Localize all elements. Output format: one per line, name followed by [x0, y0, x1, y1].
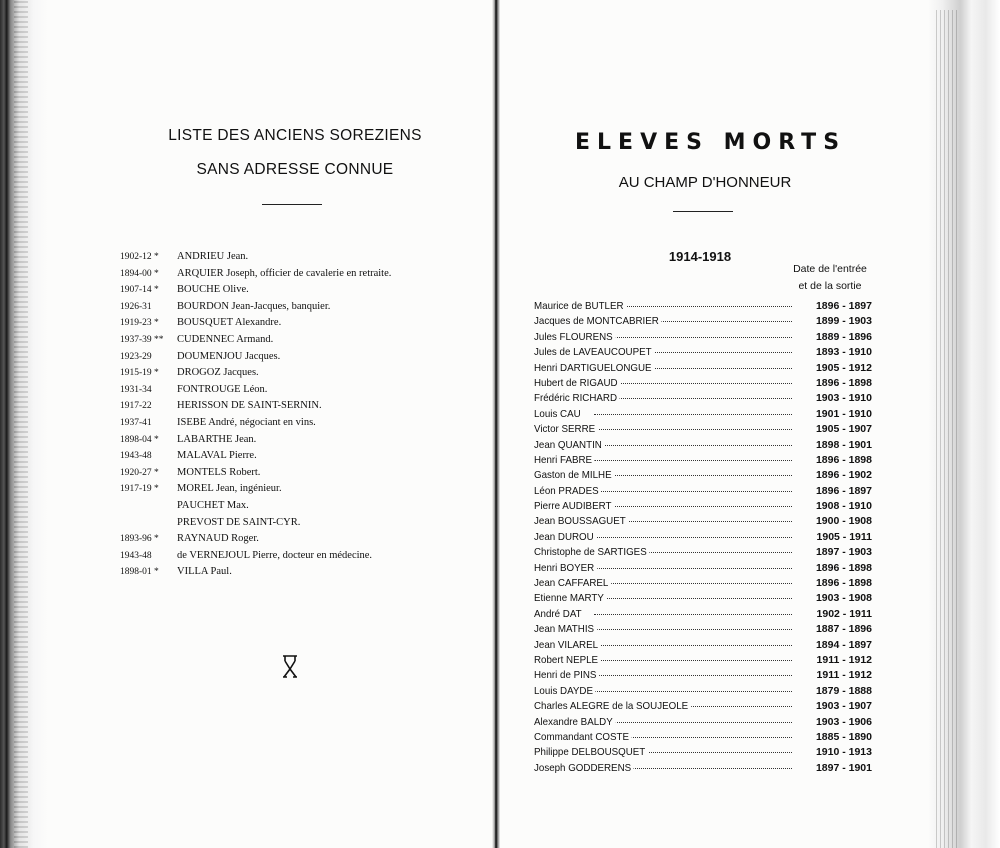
roster-name: MONTELS Robert. [177, 466, 261, 478]
memorial-row [534, 484, 872, 499]
roster-years: 1923-29 [120, 351, 152, 362]
memorial-years: 1908 - 1910 [815, 500, 872, 513]
roster-years: 1917-19 * [120, 484, 159, 495]
ornament-icon [280, 655, 300, 679]
roster-row [120, 315, 450, 332]
memorial-row [534, 561, 872, 576]
memorial-row [534, 607, 872, 622]
roster-years: 1926-31 [120, 301, 152, 312]
memorial-name: Christophe de SARTIGES [534, 545, 650, 560]
roster-name: HERISSON DE SAINT-SERNIN. [177, 400, 322, 412]
page-stack-texture [936, 10, 960, 848]
memorial-years: 1896 - 1897 [815, 300, 872, 312]
dot-leader [594, 398, 792, 399]
memorial-name: Jean CAFFAREL [534, 576, 611, 591]
roster-name: BOUSQUET Alexandre. [177, 317, 282, 329]
memorial-years: 1896 - 1898 [815, 376, 872, 389]
dot-leader [594, 414, 792, 415]
memorial-years: 1902 - 1911 [816, 607, 872, 620]
memorial-row [534, 499, 872, 514]
roster-row [120, 349, 450, 366]
memorial-name: Jacques de MONTCABRIER [534, 314, 662, 329]
dot-leader [594, 568, 792, 569]
memorial-row [534, 730, 872, 745]
memorial-row [534, 299, 872, 314]
memorial-name: Commandant COSTE [534, 730, 632, 745]
roster-years: 1920-27 * [120, 467, 159, 478]
memorial-years: 1889 - 1896 [815, 330, 872, 343]
roster-name: LABARTHE Jean. [177, 433, 257, 445]
dot-leader [594, 645, 792, 646]
roster-name: PAUCHET Max. [177, 499, 249, 511]
memorial-row [534, 391, 872, 406]
roster-years: 1937-39 ** [120, 334, 164, 345]
roster-name: ISEBE André, négociant en vins. [177, 416, 316, 428]
memorial-row [534, 376, 872, 391]
memorial-row [534, 638, 872, 653]
left-title-line2: SANS ADRESSE CONNUE [196, 161, 394, 178]
memorial-name: Léon PRADES [534, 484, 601, 499]
roster-row [120, 465, 450, 482]
roster-row [120, 498, 450, 515]
dot-leader [594, 445, 792, 446]
roster-name: VILLA Paul. [177, 566, 232, 578]
dot-leader [594, 429, 792, 430]
memorial-name: André DAT [534, 607, 584, 622]
roster-row [120, 481, 450, 498]
dot-leader [594, 583, 792, 584]
memorial-years: 1905 - 1911 [816, 530, 872, 543]
memorial-name: Robert NEPLE [534, 653, 601, 668]
roster-row [120, 548, 450, 565]
memorial-row [534, 468, 872, 483]
dot-leader [594, 691, 792, 692]
roster-row [120, 448, 450, 465]
roster-years: 1893-96 * [120, 534, 159, 545]
memorial-years: 1903 - 1910 [815, 392, 872, 405]
roster-row [120, 415, 450, 432]
memorial-years: 1900 - 1908 [815, 515, 872, 528]
memorial-row [534, 422, 872, 437]
memorial-name: Louis DAYDE [534, 684, 596, 699]
memorial-years: 1896 - 1898 [815, 453, 872, 466]
left-title-line1: LISTE DES ANCIENS SOREZIENS [168, 127, 422, 144]
roster-years: 1898-04 * [120, 434, 159, 445]
roster-years: 1898-01 * [120, 567, 159, 578]
roster-row [120, 365, 450, 382]
memorial-row [534, 545, 872, 560]
memorial-name: Gaston de MILHE [534, 468, 614, 483]
memorial-name: Jules de LAVEAUCOUPET [534, 345, 654, 360]
war-period: 1914-1918 [668, 249, 732, 264]
memorial-name: Maurice de BUTLER [534, 299, 626, 314]
dot-leader [594, 598, 792, 599]
memorial-name: Alexandre BALDY [534, 715, 616, 730]
memorial-name: Jules FLOURENS [534, 330, 615, 345]
memorial-row [534, 622, 872, 637]
roster-name: MOREL Jean, ingénieur. [177, 483, 282, 495]
roster-row [120, 382, 450, 399]
roster-row [120, 515, 450, 532]
memorial-name: Pierre AUDIBERT [534, 499, 614, 514]
roster-name: ARQUIER Joseph, officier de cavalerie en retraite. [177, 267, 392, 279]
memorial-name: Joseph GODDERENS [534, 761, 634, 776]
memorial-name: Louis CAU [534, 407, 583, 422]
memorial-years: 1905 - 1907 [815, 423, 872, 436]
roster-row [120, 398, 450, 415]
roster-row [120, 266, 450, 283]
dot-leader [594, 460, 792, 461]
roster-row [120, 299, 450, 316]
roster-years: 1902-12 * [120, 252, 159, 262]
memorial-years: 1893 - 1910 [815, 346, 872, 359]
memorial-name: Charles ALEGRE de la SOUJEOLE [534, 699, 691, 714]
roster-name: DOUMENJOU Jacques. [177, 350, 281, 362]
memorial-row [534, 761, 872, 776]
memorial-name: Henri DARTIGUELONGUE [534, 361, 654, 376]
memorial-name: Jean MATHIS [534, 622, 597, 637]
memorial-row [534, 715, 872, 730]
memorial-name: Jean VILAREL [534, 638, 601, 653]
dot-leader [594, 383, 792, 384]
memorial-name: Jean BOUSSAGUET [534, 514, 629, 529]
memorial-row [534, 591, 872, 606]
memorial-name: Hubert de RIGAUD [534, 376, 620, 391]
memorial-years: 1887 - 1896 [815, 623, 872, 636]
roster-name: FONTROUGE Léon. [177, 383, 268, 395]
roster-name: MALAVAL Pierre. [177, 450, 257, 462]
dot-leader [594, 506, 792, 507]
memorial-row [534, 514, 872, 529]
roster-name: de VERNEJOUL Pierre, docteur en médecine. [177, 549, 373, 561]
memorial-years: 1879 - 1888 [815, 684, 872, 697]
memorial-row [534, 530, 872, 545]
memorial-years: 1885 - 1890 [815, 730, 872, 743]
memorial-title-rule [673, 211, 733, 212]
memorial-row [534, 684, 872, 699]
roster-list [120, 249, 450, 581]
dot-leader [594, 614, 792, 615]
roster-years: 1894-00 * [120, 268, 159, 279]
memorial-row [534, 453, 872, 468]
dates-header-line1: Date de l'entrée [793, 263, 867, 275]
memorial-years: 1901 - 1910 [815, 407, 872, 420]
memorial-list [534, 299, 872, 776]
memorial-years: 1896 - 1898 [815, 577, 872, 590]
memorial-row [534, 407, 872, 422]
memorial-title: ELEVES MORTS [575, 130, 847, 155]
memorial-row [534, 668, 872, 683]
memorial-subtitle: AU CHAMP D'HONNEUR [618, 174, 792, 191]
memorial-years: 1903 - 1907 [815, 700, 872, 713]
memorial-row [534, 745, 872, 760]
dot-leader [594, 722, 792, 723]
memorial-years: 1910 - 1913 [815, 746, 872, 759]
memorial-years: 1911 - 1912 [816, 669, 872, 682]
memorial-years: 1899 - 1903 [815, 315, 872, 328]
memorial-name: Philippe DELBOUSQUET [534, 745, 648, 760]
memorial-years: 1894 - 1897 [815, 638, 872, 651]
roster-name: CUDENNEC Armand. [177, 333, 274, 345]
dates-column-header [775, 261, 885, 295]
memorial-years: 1898 - 1901 [815, 438, 872, 451]
dot-leader [594, 660, 792, 661]
roster-years: 1919-23 * [120, 318, 159, 329]
roster-row [120, 282, 450, 299]
dot-leader [594, 537, 792, 538]
roster-years: 1943-48 [120, 550, 152, 561]
page-gutter [492, 0, 500, 848]
roster-years: 1931-34 [120, 384, 152, 395]
memorial-years: 1897 - 1903 [815, 546, 872, 559]
roster-years: 1943-48 [120, 451, 152, 462]
memorial-row [534, 699, 872, 714]
memorial-years: 1896 - 1898 [815, 561, 872, 574]
memorial-row [534, 653, 872, 668]
memorial-years: 1896 - 1902 [815, 469, 872, 482]
memorial-years: 1896 - 1897 [815, 484, 872, 497]
roster-years: 1915-19 * [120, 368, 159, 379]
roster-row [120, 531, 450, 548]
roster-name: BOURDON Jean-Jacques, banquier. [177, 300, 331, 312]
memorial-row [534, 576, 872, 591]
binding-texture [14, 0, 28, 848]
roster-row [120, 564, 450, 581]
roster-name: RAYNAUD Roger. [177, 533, 259, 545]
memorial-name: Etienne MARTY [534, 591, 607, 606]
dot-leader [594, 629, 792, 630]
roster-years: 1907-14 * [120, 285, 159, 296]
memorial-years: 1903 - 1906 [815, 715, 872, 728]
memorial-name: Jean DUROU [534, 530, 596, 545]
memorial-name: Frédéric RICHARD [534, 391, 620, 406]
memorial-years: 1897 - 1901 [815, 761, 872, 774]
dates-header-line2: et de la sortie [798, 280, 862, 292]
roster-years: 1937-41 [120, 417, 152, 428]
roster-row [120, 332, 450, 349]
memorial-row [534, 330, 872, 345]
memorial-name: Jean QUANTIN [534, 438, 605, 453]
memorial-row [534, 438, 872, 453]
roster-name: BOUCHE Olive. [177, 284, 249, 296]
roster-row [120, 249, 450, 266]
roster-years: 1917-22 [120, 401, 152, 412]
dot-leader [594, 475, 792, 476]
memorial-row [534, 314, 872, 329]
memorial-row [534, 361, 872, 376]
memorial-row [534, 345, 872, 360]
dot-leader [594, 337, 792, 338]
memorial-name: Henri BOYER [534, 561, 597, 576]
dot-leader [594, 675, 792, 676]
memorial-years: 1911 - 1912 [816, 653, 872, 666]
memorial-name: Henri FABRE [534, 453, 595, 468]
roster-row [120, 432, 450, 449]
roster-name: ANDRIEU Jean. [177, 251, 249, 262]
roster-name: DROGOZ Jacques. [177, 367, 259, 379]
left-title-rule [262, 204, 322, 205]
memorial-years: 1903 - 1908 [815, 592, 872, 605]
dot-leader [594, 491, 792, 492]
memorial-name: Victor SERRE [534, 422, 598, 437]
roster-name: PREVOST DE SAINT-CYR. [177, 516, 301, 528]
memorial-name: Henri de PINS [534, 668, 599, 683]
memorial-years: 1905 - 1912 [815, 361, 872, 374]
